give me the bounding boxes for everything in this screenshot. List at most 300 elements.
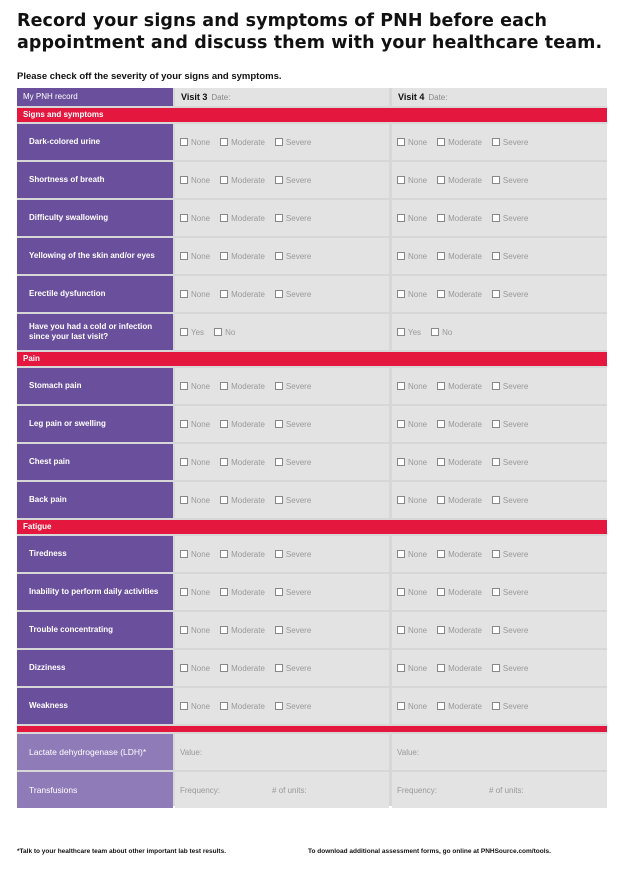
none-checkbox[interactable] (180, 550, 188, 558)
visit-3-header (175, 88, 389, 106)
moderate-checkbox[interactable] (220, 664, 228, 672)
visit-4-options (392, 368, 607, 404)
moderate-checkbox[interactable] (437, 382, 445, 390)
none-checkbox[interactable] (180, 382, 188, 390)
option-label: None (408, 175, 428, 185)
none-checkbox[interactable] (397, 664, 405, 672)
severe-checkbox[interactable] (275, 382, 283, 390)
severe-checkbox[interactable] (275, 176, 283, 184)
option-moderate[interactable] (437, 496, 482, 505)
symptom-row (17, 314, 607, 350)
severe-checkbox[interactable] (275, 626, 283, 634)
option-severe[interactable] (275, 702, 311, 711)
none-checkbox[interactable] (397, 588, 405, 596)
severe-checkbox[interactable] (275, 550, 283, 558)
option-label: None (191, 251, 211, 261)
option-label: Yes (191, 327, 205, 337)
option-none[interactable] (397, 382, 427, 391)
option-none[interactable] (180, 458, 210, 467)
option-severe[interactable] (492, 138, 528, 147)
option-moderate[interactable] (437, 664, 482, 673)
none-checkbox[interactable] (180, 664, 188, 672)
option-none[interactable] (180, 626, 210, 635)
moderate-checkbox[interactable] (437, 252, 445, 260)
severe-checkbox[interactable] (492, 702, 500, 710)
option-moderate[interactable] (220, 664, 265, 673)
option-severe[interactable] (492, 664, 528, 673)
option-no[interactable] (431, 328, 452, 337)
option-none[interactable] (397, 496, 427, 505)
symptom-row (17, 276, 607, 312)
option-severe[interactable] (492, 176, 528, 185)
moderate-checkbox[interactable] (220, 550, 228, 558)
title-line-1: Record your signs and symptoms of PNH before each (17, 11, 548, 31)
severe-checkbox[interactable] (275, 420, 283, 428)
option-none[interactable] (397, 458, 427, 467)
visit-4-options (392, 688, 607, 724)
units-label: # of units: (272, 785, 307, 795)
option-label: Severe (502, 587, 529, 597)
option-label: Severe (285, 419, 312, 429)
symptom-label: Chest pain (17, 444, 173, 480)
field-label: Value: (397, 747, 420, 757)
option-moderate[interactable] (220, 626, 265, 635)
visit-3-options (175, 612, 389, 648)
page-title (17, 10, 617, 54)
moderate-checkbox[interactable] (437, 138, 445, 146)
visit-3-date-field[interactable]: Date: (211, 93, 231, 102)
symptom-row (17, 406, 607, 442)
option-none[interactable] (397, 702, 427, 711)
option-none[interactable] (180, 496, 210, 505)
option-label: Severe (502, 549, 529, 559)
severe-checkbox[interactable] (492, 496, 500, 504)
option-severe[interactable] (492, 588, 528, 597)
option-severe[interactable] (275, 626, 311, 635)
symptom-label: Difficulty swallowing (17, 200, 173, 236)
visit-3-options (175, 276, 389, 312)
severe-checkbox[interactable] (492, 176, 500, 184)
option-moderate[interactable] (220, 420, 265, 429)
option-label: Moderate (231, 419, 265, 429)
symptom-row (17, 574, 607, 610)
visit-3-lab-field[interactable] (175, 734, 389, 770)
severe-checkbox[interactable] (492, 382, 500, 390)
moderate-checkbox[interactable] (220, 214, 228, 222)
symptom-row (17, 650, 607, 686)
visit-3-options (175, 482, 389, 518)
moderate-checkbox[interactable] (437, 588, 445, 596)
moderate-checkbox[interactable] (437, 496, 445, 504)
option-label: Moderate (231, 625, 265, 635)
yes-checkbox[interactable] (180, 328, 188, 336)
option-moderate[interactable] (437, 458, 482, 467)
option-severe[interactable] (275, 176, 311, 185)
option-severe[interactable] (492, 496, 528, 505)
option-label: Yes (408, 327, 422, 337)
option-none[interactable] (397, 420, 427, 429)
option-label: None (191, 381, 211, 391)
moderate-checkbox[interactable] (220, 626, 228, 634)
option-moderate[interactable] (220, 588, 265, 597)
none-checkbox[interactable] (397, 214, 405, 222)
lab-label: Transfusions (17, 772, 173, 808)
option-moderate[interactable] (220, 382, 265, 391)
option-none[interactable] (397, 626, 427, 635)
option-label: None (191, 137, 211, 147)
option-moderate[interactable] (220, 252, 265, 261)
option-none[interactable] (397, 588, 427, 597)
option-label: Severe (285, 549, 312, 559)
visit-4-options (392, 162, 607, 198)
option-none[interactable] (397, 176, 427, 185)
moderate-checkbox[interactable] (437, 702, 445, 710)
option-moderate[interactable] (437, 176, 482, 185)
no-checkbox[interactable] (431, 328, 439, 336)
option-label: Moderate (231, 587, 265, 597)
option-no[interactable] (214, 328, 235, 337)
moderate-checkbox[interactable] (437, 290, 445, 298)
option-moderate[interactable] (437, 252, 482, 261)
option-moderate[interactable] (437, 550, 482, 559)
option-label: Moderate (448, 495, 482, 505)
none-checkbox[interactable] (180, 176, 188, 184)
option-label: None (191, 587, 211, 597)
option-label: Severe (502, 419, 529, 429)
severe-checkbox[interactable] (275, 496, 283, 504)
option-none[interactable] (180, 290, 210, 299)
none-checkbox[interactable] (180, 588, 188, 596)
option-severe[interactable] (492, 626, 528, 635)
option-label: Moderate (448, 587, 482, 597)
option-label: Severe (285, 213, 312, 223)
option-moderate[interactable] (437, 138, 482, 147)
option-label: Moderate (231, 213, 265, 223)
field-label: Value: (180, 747, 203, 757)
option-label: Moderate (231, 137, 265, 147)
option-none[interactable] (397, 252, 427, 261)
option-none[interactable] (397, 290, 427, 299)
option-moderate[interactable] (220, 702, 265, 711)
none-checkbox[interactable] (180, 214, 188, 222)
moderate-checkbox[interactable] (437, 664, 445, 672)
none-checkbox[interactable] (397, 550, 405, 558)
option-none[interactable] (180, 420, 210, 429)
option-moderate[interactable] (220, 176, 265, 185)
option-severe[interactable] (275, 588, 311, 597)
option-label: Severe (285, 701, 312, 711)
moderate-checkbox[interactable] (437, 458, 445, 466)
symptom-row (17, 124, 607, 160)
severe-checkbox[interactable] (492, 550, 500, 558)
moderate-checkbox[interactable] (437, 214, 445, 222)
visit-4-options (392, 124, 607, 160)
severe-checkbox[interactable] (492, 214, 500, 222)
moderate-checkbox[interactable] (220, 496, 228, 504)
option-moderate[interactable] (437, 626, 482, 635)
severe-checkbox[interactable] (275, 588, 283, 596)
option-label: None (408, 549, 428, 559)
option-label: None (408, 495, 428, 505)
moderate-checkbox[interactable] (220, 290, 228, 298)
symptom-label: Trouble concentrating (17, 612, 173, 648)
none-checkbox[interactable] (180, 496, 188, 504)
option-severe[interactable] (492, 214, 528, 223)
visit-3-options (175, 238, 389, 274)
option-label: Severe (285, 587, 312, 597)
option-severe[interactable] (275, 214, 311, 223)
none-checkbox[interactable] (180, 702, 188, 710)
option-label: None (408, 457, 428, 467)
option-none[interactable] (397, 138, 427, 147)
option-moderate[interactable] (437, 420, 482, 429)
option-none[interactable] (180, 252, 210, 261)
symptom-label: Dizziness (17, 650, 173, 686)
option-label: None (191, 213, 211, 223)
option-label: None (408, 587, 428, 597)
visit-3-options (175, 162, 389, 198)
option-severe[interactable] (492, 382, 528, 391)
symptom-label: Weakness (17, 688, 173, 724)
visit-4-options (392, 536, 607, 572)
option-moderate[interactable] (220, 214, 265, 223)
yes-checkbox[interactable] (397, 328, 405, 336)
visit-3-lab-field[interactable] (175, 772, 389, 808)
symptom-label: Dark-colored urine (17, 124, 173, 160)
option-severe[interactable] (275, 550, 311, 559)
moderate-checkbox[interactable] (437, 176, 445, 184)
option-severe[interactable] (275, 458, 311, 467)
none-checkbox[interactable] (180, 458, 188, 466)
none-checkbox[interactable] (397, 252, 405, 260)
visit-4-label: Visit 4 (398, 92, 425, 102)
option-label: None (191, 289, 211, 299)
option-severe[interactable] (492, 420, 528, 429)
none-checkbox[interactable] (397, 458, 405, 466)
severe-checkbox[interactable] (492, 420, 500, 428)
none-checkbox[interactable] (397, 290, 405, 298)
severe-checkbox[interactable] (492, 138, 500, 146)
option-label: Moderate (448, 289, 482, 299)
none-checkbox[interactable] (397, 496, 405, 504)
option-label: Moderate (448, 175, 482, 185)
option-moderate[interactable] (437, 702, 482, 711)
severe-checkbox[interactable] (492, 290, 500, 298)
severe-checkbox[interactable] (275, 290, 283, 298)
option-label: Severe (502, 289, 529, 299)
option-severe[interactable] (492, 458, 528, 467)
lab-row (17, 772, 607, 808)
option-yes[interactable] (180, 328, 204, 337)
option-moderate[interactable] (437, 214, 482, 223)
option-moderate[interactable] (220, 138, 265, 147)
option-label: Moderate (231, 289, 265, 299)
option-label: None (408, 381, 428, 391)
option-none[interactable] (180, 550, 210, 559)
option-none[interactable] (180, 138, 210, 147)
option-label: None (408, 251, 428, 261)
visit-3-label: Visit 3 (181, 92, 208, 102)
option-label: Moderate (231, 457, 265, 467)
option-severe[interactable] (275, 252, 311, 261)
option-label: Moderate (448, 625, 482, 635)
symptom-label: Stomach pain (17, 368, 173, 404)
option-label: Severe (502, 381, 529, 391)
option-label: None (191, 419, 211, 429)
severe-checkbox[interactable] (492, 458, 500, 466)
option-severe[interactable] (275, 664, 311, 673)
none-checkbox[interactable] (397, 382, 405, 390)
none-checkbox[interactable] (180, 138, 188, 146)
no-checkbox[interactable] (214, 328, 222, 336)
option-none[interactable] (180, 702, 210, 711)
visit-3-options (175, 536, 389, 572)
option-label: No (442, 327, 453, 337)
option-label: Moderate (231, 701, 265, 711)
option-label: Severe (285, 495, 312, 505)
symptom-row (17, 368, 607, 404)
visit-4-options (392, 482, 607, 518)
option-label: Moderate (448, 457, 482, 467)
footnote-lab: *Talk to your healthcare team about other important lab test results. (17, 848, 227, 855)
visit-4-options (392, 200, 607, 236)
visit-4-lab-field[interactable] (392, 772, 607, 808)
option-label: Moderate (448, 701, 482, 711)
symptom-row (17, 536, 607, 572)
moderate-checkbox[interactable] (437, 550, 445, 558)
visit-4-date-field[interactable]: Date: (428, 93, 448, 102)
symptom-row (17, 162, 607, 198)
option-moderate[interactable] (220, 550, 265, 559)
symptom-row (17, 444, 607, 480)
none-checkbox[interactable] (180, 420, 188, 428)
option-label: No (225, 327, 236, 337)
lab-row (17, 734, 607, 770)
none-checkbox[interactable] (397, 138, 405, 146)
symptom-label: Tiredness (17, 536, 173, 572)
option-yes[interactable] (397, 328, 421, 337)
none-checkbox[interactable] (180, 252, 188, 260)
units-label: # of units: (489, 785, 524, 795)
option-label: Severe (502, 701, 529, 711)
option-label: Severe (285, 289, 312, 299)
visit-4-lab-field[interactable] (392, 734, 607, 770)
option-none[interactable] (180, 588, 210, 597)
option-severe[interactable] (492, 702, 528, 711)
severe-checkbox[interactable] (275, 214, 283, 222)
moderate-checkbox[interactable] (220, 252, 228, 260)
option-none[interactable] (180, 664, 210, 673)
visit-3-options (175, 688, 389, 724)
moderate-checkbox[interactable] (220, 382, 228, 390)
option-moderate[interactable] (220, 458, 265, 467)
moderate-checkbox[interactable] (220, 138, 228, 146)
option-none[interactable] (180, 382, 210, 391)
option-label: Moderate (448, 137, 482, 147)
option-moderate[interactable] (437, 290, 482, 299)
option-label: Moderate (448, 213, 482, 223)
option-moderate[interactable] (220, 496, 265, 505)
option-label: None (191, 701, 211, 711)
option-label: Moderate (231, 251, 265, 261)
option-severe[interactable] (492, 290, 528, 299)
option-label: Severe (285, 625, 312, 635)
moderate-checkbox[interactable] (220, 420, 228, 428)
severe-checkbox[interactable] (275, 702, 283, 710)
option-label: Severe (285, 175, 312, 185)
option-label: Moderate (448, 251, 482, 261)
severe-checkbox[interactable] (492, 664, 500, 672)
option-label: None (191, 625, 211, 635)
option-severe[interactable] (275, 382, 311, 391)
option-severe[interactable] (275, 290, 311, 299)
moderate-checkbox[interactable] (437, 420, 445, 428)
option-severe[interactable] (275, 138, 311, 147)
option-label: Moderate (231, 663, 265, 673)
severe-checkbox[interactable] (275, 138, 283, 146)
none-checkbox[interactable] (397, 626, 405, 634)
moderate-checkbox[interactable] (220, 702, 228, 710)
moderate-checkbox[interactable] (437, 626, 445, 634)
option-moderate[interactable] (437, 588, 482, 597)
severe-checkbox[interactable] (275, 252, 283, 260)
visit-4-options (392, 612, 607, 648)
option-none[interactable] (180, 176, 210, 185)
option-label: Moderate (448, 381, 482, 391)
option-label: Severe (285, 137, 312, 147)
option-severe[interactable] (275, 496, 311, 505)
none-checkbox[interactable] (397, 702, 405, 710)
symptom-label: Have you had a cold or infection since your last visit? (17, 314, 173, 350)
option-moderate[interactable] (220, 290, 265, 299)
option-label: Severe (502, 137, 529, 147)
option-label: None (408, 701, 428, 711)
severe-checkbox[interactable] (275, 664, 283, 672)
visit-3-options (175, 368, 389, 404)
moderate-checkbox[interactable] (220, 458, 228, 466)
option-none[interactable] (397, 664, 427, 673)
symptom-label: Back pain (17, 482, 173, 518)
lab-section-divider (17, 726, 607, 732)
none-checkbox[interactable] (397, 176, 405, 184)
symptom-row (17, 200, 607, 236)
severe-checkbox[interactable] (492, 626, 500, 634)
moderate-checkbox[interactable] (220, 588, 228, 596)
section-header-fatigue: Fatigue (17, 520, 607, 534)
none-checkbox[interactable] (397, 420, 405, 428)
option-severe[interactable] (275, 420, 311, 429)
option-moderate[interactable] (437, 382, 482, 391)
moderate-checkbox[interactable] (220, 176, 228, 184)
option-label: Severe (502, 625, 529, 635)
severe-checkbox[interactable] (492, 252, 500, 260)
visit-4-options (392, 406, 607, 442)
section-header-pain: Pain (17, 352, 607, 366)
severe-checkbox[interactable] (492, 588, 500, 596)
option-none[interactable] (180, 214, 210, 223)
visit-3-options (175, 574, 389, 610)
none-checkbox[interactable] (180, 626, 188, 634)
visit-4-options (392, 314, 607, 350)
option-severe[interactable] (492, 550, 528, 559)
option-severe[interactable] (492, 252, 528, 261)
none-checkbox[interactable] (180, 290, 188, 298)
option-none[interactable] (397, 214, 427, 223)
option-none[interactable] (397, 550, 427, 559)
option-label: Severe (285, 251, 312, 261)
visit-3-options (175, 444, 389, 480)
severe-checkbox[interactable] (275, 458, 283, 466)
